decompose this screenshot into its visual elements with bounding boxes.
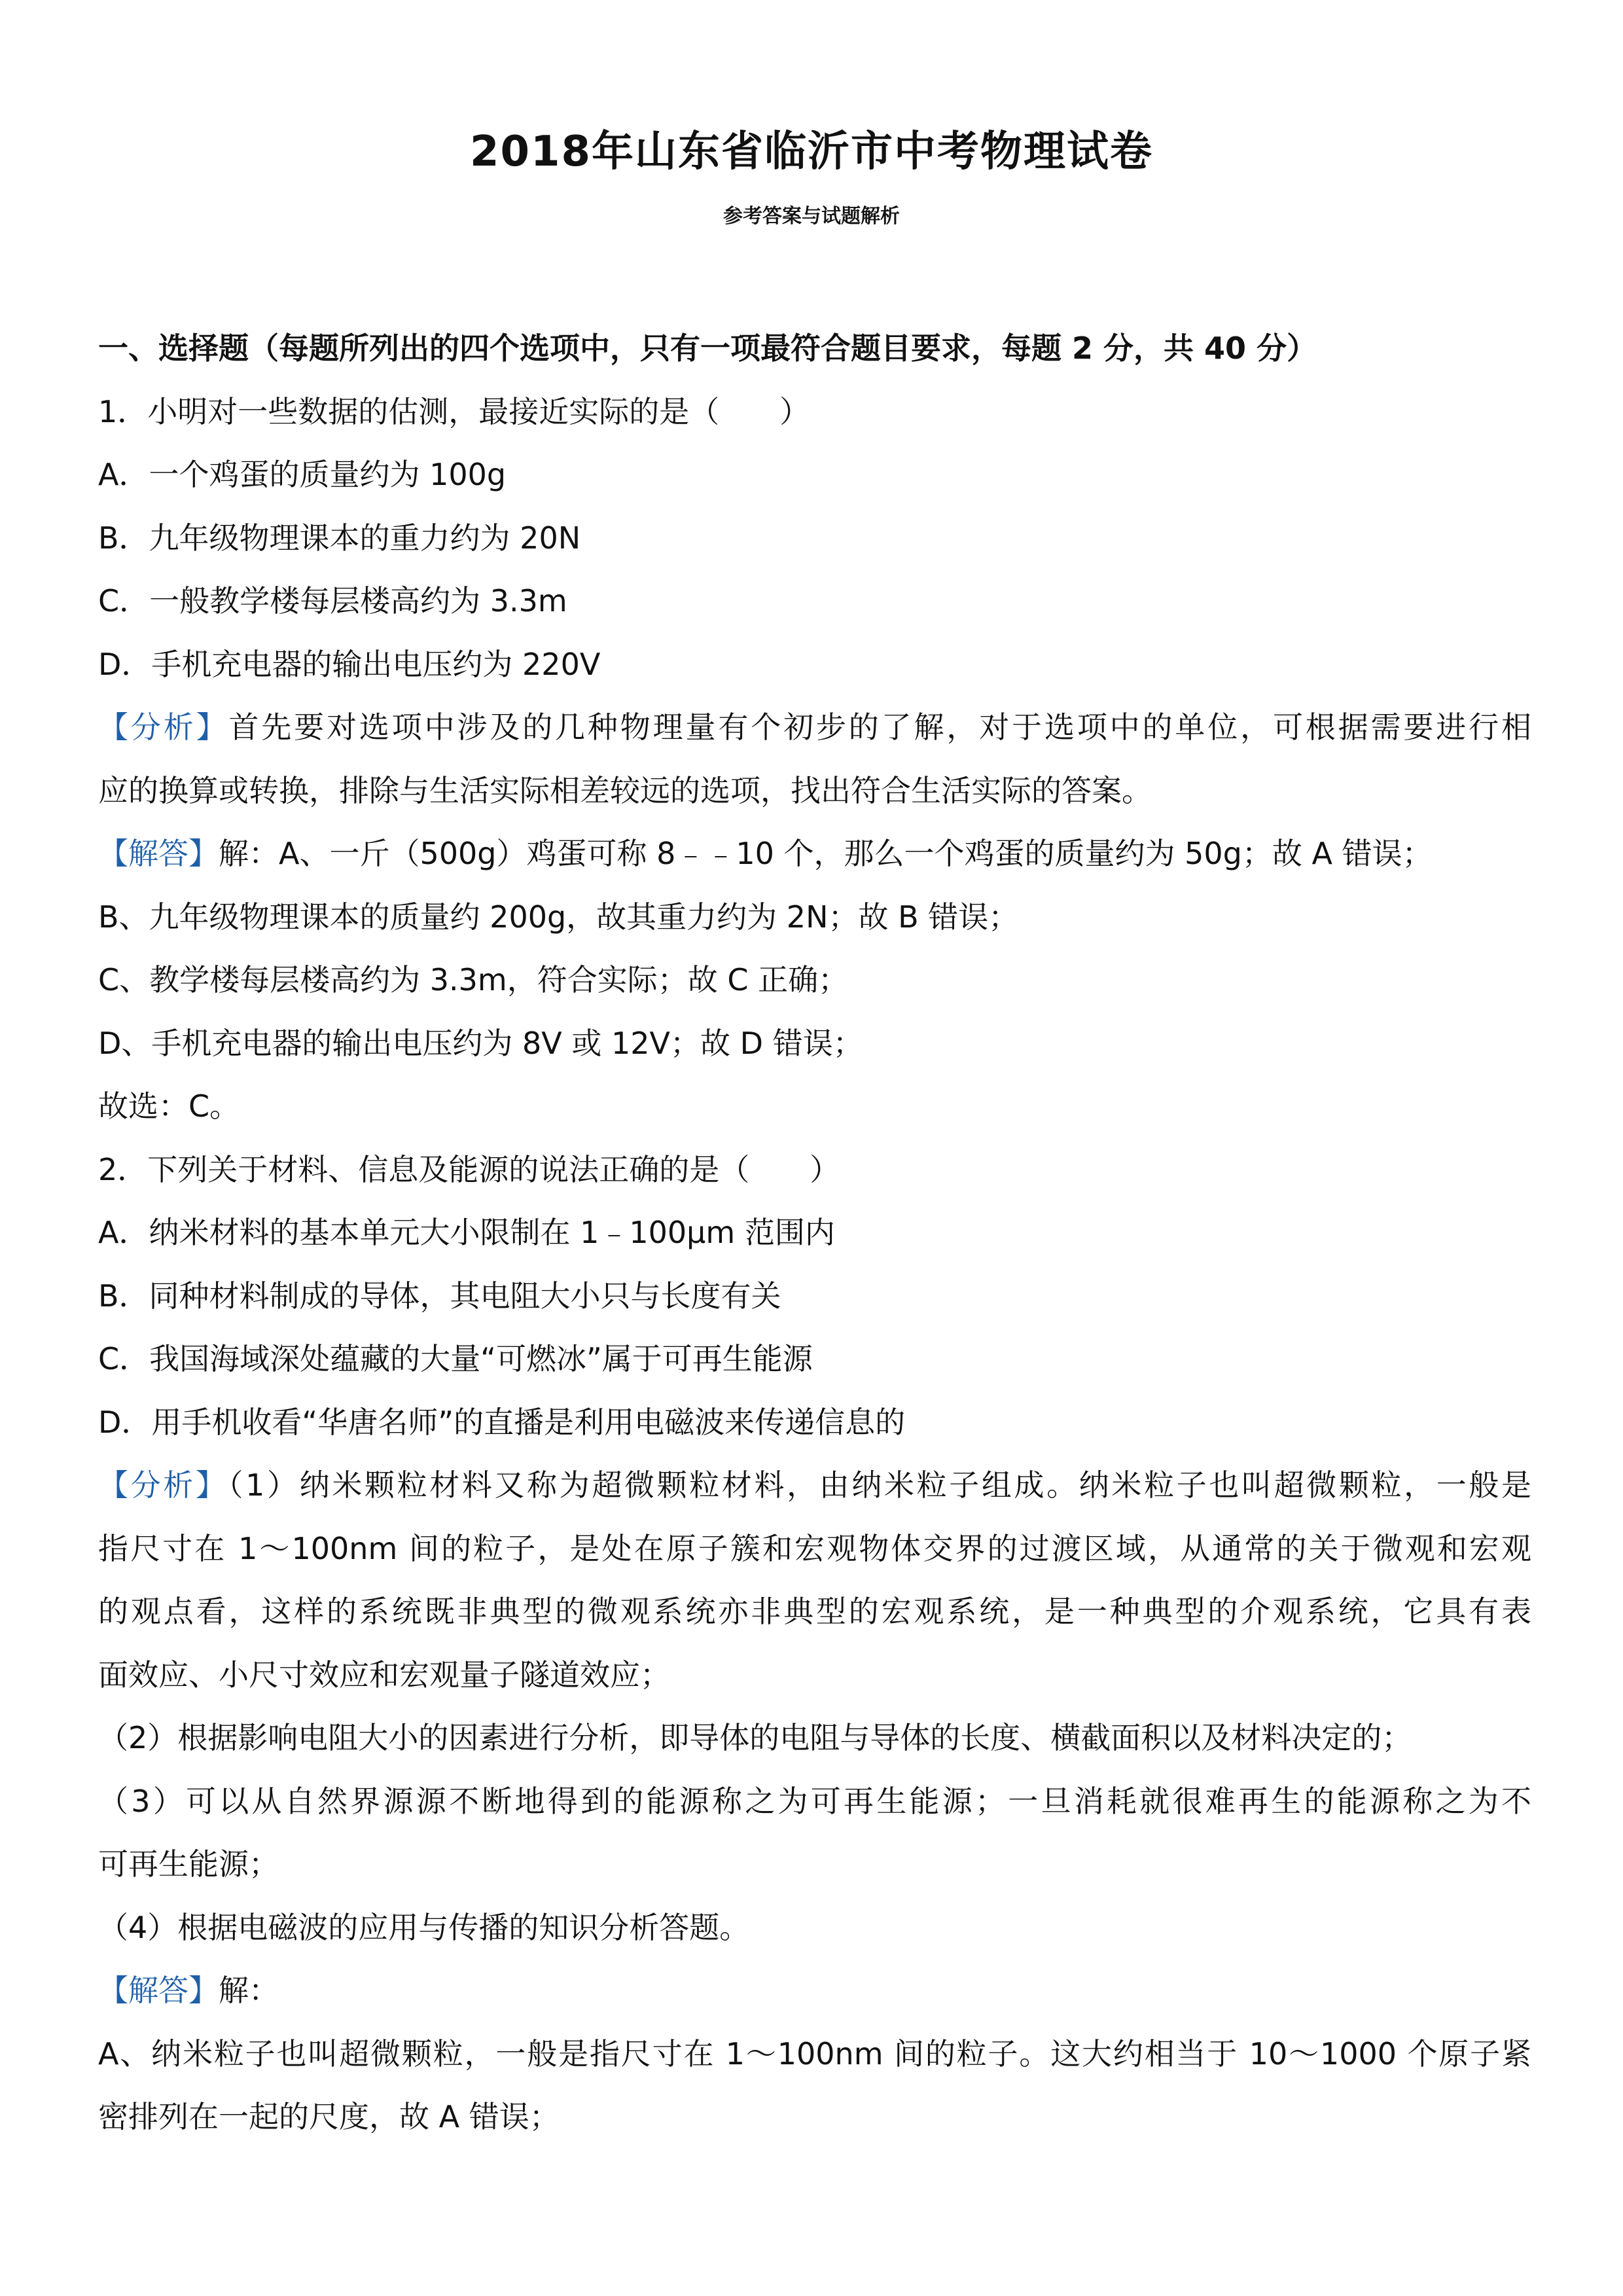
q2-analysis-line: （3）可以从自然界源源不断地得到的能源称之为可再生能源；一旦消耗就很难再生的能源称之为不: [98, 1783, 1531, 1819]
q2-analysis-line: 指尺寸在 1～100nm 间的粒子，是处在原子簇和宏观物体交界的过渡区域，从通常的关于微观和宏观: [98, 1530, 1531, 1566]
q2-option-c: C．我国海域深处蕴藏的大量“可燃冰”属于可再生能源: [98, 1341, 813, 1376]
q2-analysis-line: 可再生能源；: [98, 1846, 279, 1882]
q2-analysis-line: （2）根据影响电阻大小的因素进行分析，即导体的电阻与导体的长度、横截面积以及材料决定的；: [98, 1720, 1412, 1755]
q2-answer-line: 密排列在一起的尺度，故 A 错误；: [98, 2099, 560, 2134]
answer-tag: 【解答】: [98, 1973, 219, 2008]
q1-analysis-line: [98, 696, 1531, 759]
q2-answer-line: A、纳米粒子也叫超微颗粒，一般是指尺寸在 1～100nm 间的粒子。这大约相当于 10～1000 个原子紧: [98, 2036, 1531, 2072]
q1-answer-text: 解：A、一斤（500g）鸡蛋可称 8﹣﹣10 个，那么一个鸡蛋的质量约为 50g；故 A 错误；: [219, 836, 1433, 871]
q2-answer-line: [98, 1959, 1531, 2022]
q1-option-a: A．一个鸡蛋的质量约为 100g: [98, 457, 507, 492]
q2-analysis-line: （4）根据电磁波的应用与传播的知识分析答题。: [98, 1909, 750, 1945]
q1-answer-line: D、手机充电器的输出电压约为 8V 或 12V；故 D 错误；: [98, 1025, 863, 1061]
q1-answer-line: 故选：C。: [98, 1088, 240, 1124]
document-subtitle: 参考答案与试题解析: [723, 205, 900, 228]
q1-option-b: B．九年级物理课本的重力约为 20N: [98, 520, 581, 556]
analysis-tag: 【分析】: [98, 709, 229, 745]
section-heading: 一、选择题（每题所列出的四个选项中，只有一项最符合题目要求，每题 2 分，共 40 分）: [98, 331, 1317, 366]
analysis-tag: 【分析】: [98, 1467, 228, 1503]
q2-analysis-line: 的观点看，这样的系统既非典型的微观系统亦非典型的宏观系统，是一种典型的介观系统，它具有表: [98, 1594, 1531, 1629]
q2-analysis-line: 面效应、小尺寸效应和宏观量子隧道效应；: [98, 1657, 670, 1693]
q1-answer-line: B、九年级物理课本的质量约 200g，故其重力约为 2N；故 B 错误；: [98, 899, 1019, 935]
q1-option-d: D．手机充电器的输出电压约为 220V: [98, 646, 601, 682]
q2-analysis-line: [98, 1454, 1531, 1517]
q2-analysis-text: （1）纳米颗粒材料又称为超微颗粒材料，由纳米粒子组成。纳米粒子也叫超微颗粒，一般是: [228, 1467, 1531, 1503]
q2-option-b: B．同种材料制成的导体，其电阻大小只与长度有关: [98, 1278, 781, 1314]
q1-analysis-line: 应的换算或转换，排除与生活实际相差较远的选项，找出符合生活实际的答案。: [98, 772, 1152, 808]
q1-analysis-text: 首先要对选项中涉及的几种物理量有个初步的了解，对于选项中的单位，可根据需要进行相: [228, 709, 1532, 745]
q1-option-c: C．一般教学楼每层楼高约为 3.3m: [98, 583, 567, 619]
answer-tag: 【解答】: [98, 836, 219, 871]
q2-answer-text: 解：: [219, 1973, 279, 2008]
document-title: 2018年山东省临沂市中考物理试卷: [469, 128, 1154, 176]
document-body: [98, 317, 1531, 2149]
q2-option-a: A．纳米材料的基本单元大小限制在 1﹣100μm 范围内: [98, 1215, 835, 1250]
q1-answer-line: [98, 822, 1531, 886]
q2-option-d: D．用手机收看“华唐名师”的直播是利用电磁波来传递信息的: [98, 1404, 906, 1440]
q1-answer-line: C、教学楼每层楼高约为 3.3m，符合实际；故 C 正确；: [98, 962, 849, 997]
q1-stem: 1．小明对一些数据的估测，最接近实际的是（ ）: [98, 393, 810, 429]
q2-stem: 2．下列关于材料、信息及能源的说法正确的是（ ）: [98, 1151, 840, 1187]
